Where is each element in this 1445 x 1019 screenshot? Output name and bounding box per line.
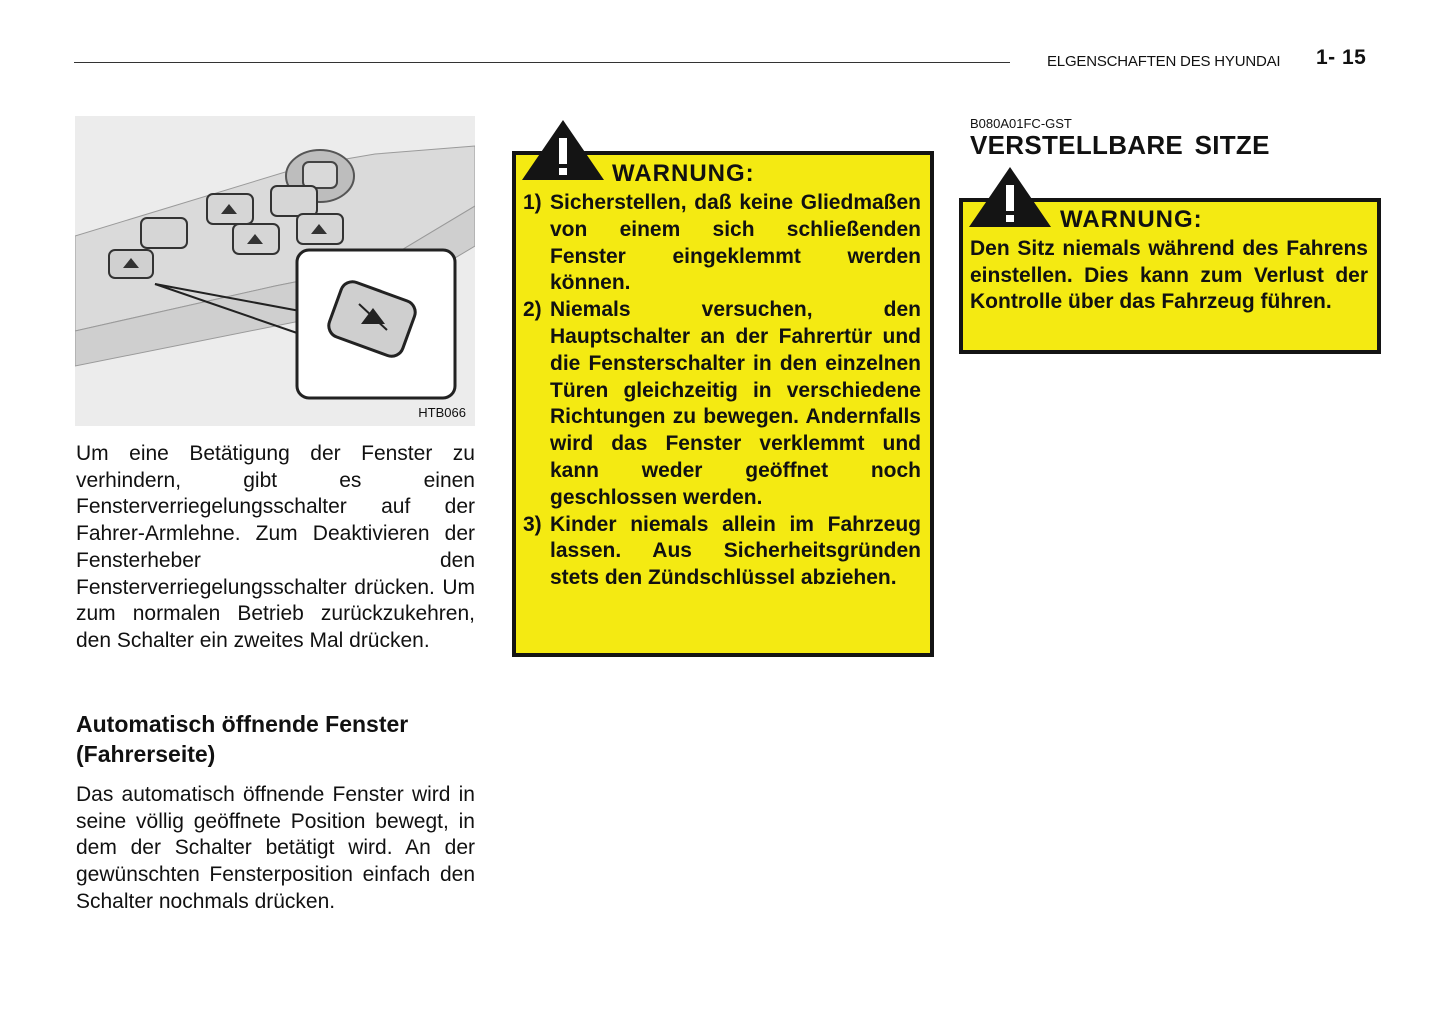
auto-window-paragraph: Das automatisch öffnende Fenster wird in seine völlig geöffnete Position bewegt, in dem der Schalter betätigt wird. An der gewünschten Fensterposition einfach den Schalter nochmals drücken. xyxy=(76,783,475,913)
window-switch-illustration xyxy=(75,116,475,426)
warning-list xyxy=(523,190,921,592)
header-section-title: ELGENSCHAFTEN DES HYUNDAI xyxy=(1047,53,1281,70)
window-switch-figure xyxy=(75,116,475,426)
seat-warning-text: Den Sitz niemals während des Fahrens einstellen. Dies kann zum Verlust der Kontrolle über das Fahrzeug führen. xyxy=(970,237,1368,314)
warning-title: WARNUNG: xyxy=(612,160,755,187)
window-lock-paragraph: Um eine Betätigung der Fenster zu verhindern, gibt es einen Fensterverriegelungsschalter auf der Fahrer-Armlehne. Zum Deaktivieren der Fensterheber den Fensterverriegelungsschalter drücken. Um zum normalen Betrieb zurückzukehren, den Schalter ein zweites Mal drücken. xyxy=(76,442,475,652)
auto-window-heading: Automatisch öffnende Fenster (Fahrerseite) xyxy=(76,711,409,767)
section-code: B080A01FC-GST xyxy=(970,116,1072,131)
warning-triangle-icon xyxy=(967,165,1053,229)
figure-label: HTB066 xyxy=(418,405,466,420)
page-number: 1- 15 xyxy=(1316,46,1367,69)
header-rule xyxy=(74,62,1010,63)
warning-item: 2) Niemals versuchen, den Hauptschalter an der Fahrertür und die Fensterschalter in den einzelnen Türen gleichzeitig in verschiedene Richtungen zu bewegen. Andernfalls wird das Fenster verklemmt und kann weder geöffnet noch geschlossen werden. xyxy=(523,298,921,509)
warning-triangle-icon xyxy=(520,118,606,182)
warning-title: WARNUNG: xyxy=(1060,206,1203,233)
seats-heading: VERSTELLBARE SITZE xyxy=(970,130,1270,160)
warning-item: 1) Sicherstellen, daß keine Gliedmaßen von einem sich schließenden Fenster eingeklemmt werden können. xyxy=(523,191,921,295)
warning-item: 3) Kinder niemals allein im Fahrzeug lassen. Aus Sicherheitsgründen stets den Zündschlüssel abziehen. xyxy=(523,512,921,590)
